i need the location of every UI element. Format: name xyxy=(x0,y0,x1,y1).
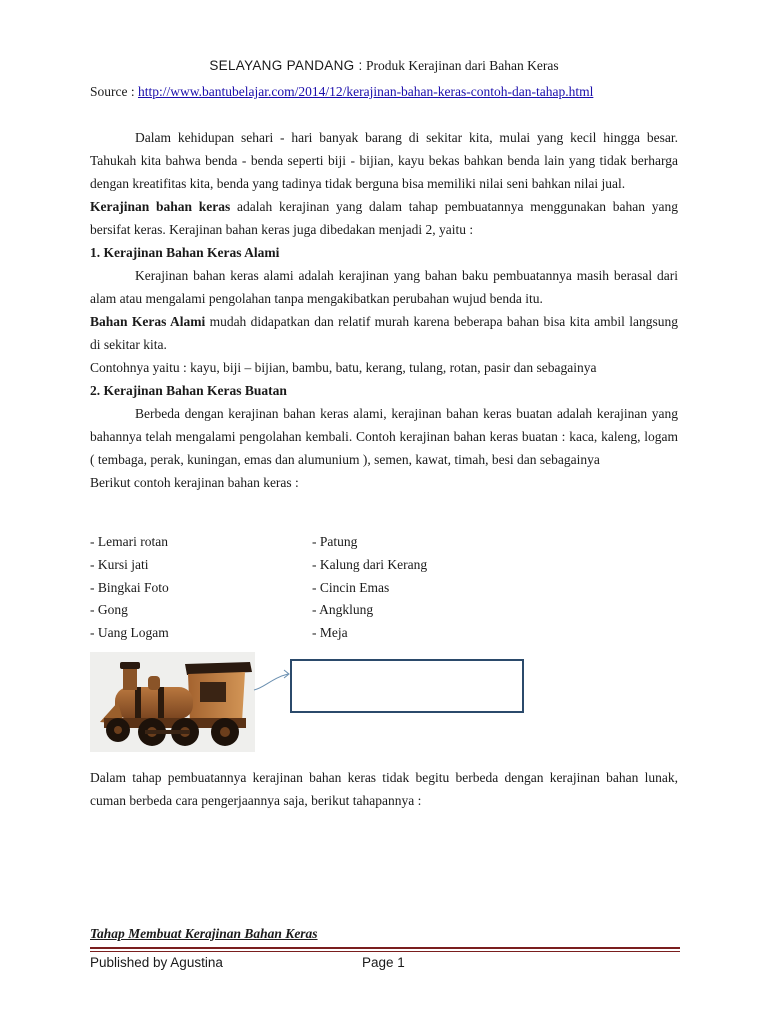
list-item-left: - Uang Logam xyxy=(90,625,169,641)
wooden-toy-train-image xyxy=(90,652,255,752)
source-label: Source : xyxy=(90,84,135,99)
footer-rule-thin xyxy=(90,951,680,952)
footer-published: Published by Agustina xyxy=(90,955,223,970)
title-main: SELAYANG PANDANG : xyxy=(209,58,363,73)
alami-term: Bahan Keras Alami xyxy=(90,314,206,329)
list-item-left: - Kursi jati xyxy=(90,556,149,572)
list-item-right: - Patung xyxy=(312,534,358,549)
callout-box xyxy=(290,659,524,713)
contoh-paragraph: Contohnya yaitu : kayu, biji – bijian, bambu, batu, kerang, tulang, rotan, pasir dan sebagainya xyxy=(90,360,597,375)
after-paragraph: Dalam tahap pembuatannya kerajinan bahan keras tidak begitu berbeda dengan kerajinan bahan lunak, cuman berbeda cara pengerjaannya saja, berikut tahapannya : xyxy=(90,770,678,808)
list-item-left: - Gong xyxy=(90,602,128,618)
definition-term: Kerajinan bahan keras xyxy=(90,199,231,214)
footer-page-number: Page 1 xyxy=(362,955,405,970)
callout-connector xyxy=(252,664,292,692)
source-link[interactable]: http://www.bantubelajar.com/2014/12/kerajinan-bahan-keras-contoh-dan-tahap.html xyxy=(138,84,594,99)
title-sub: Produk Kerajinan dari Bahan Keras xyxy=(365,58,559,73)
intro-paragraph: Dalam kehidupan sehari - hari banyak barang di sekitar kita, mulai yang kecil hingga besar. Tahukah kita bahwa benda - benda seperti biji - bijian, kayu bekas bahkan benda lain yang tidak berharga dengan kreatifitas kita, benda yang tadinya tidak berguna bisa memiliki nilai seni bahkan nilai jual. xyxy=(90,130,678,191)
body-text xyxy=(90,126,678,494)
alami-text: mudah didapatkan dan relatif murah karena beberapa bahan bisa kita ambil langsung di sekitar kita. xyxy=(90,314,679,352)
alami-paragraph: Kerajinan bahan keras alami adalah kerajinan yang bahan baku pembuatannya masih berasal dari alam atau mengalami pengolahan tanpa mengakibatkan perubahan wujud benda itu. xyxy=(90,268,678,306)
definition-paragraph xyxy=(90,195,678,241)
list-item-right: - Kalung dari Kerang xyxy=(312,556,428,572)
buatan-paragraph: Berbeda dengan kerajinan bahan keras alami, kerajinan bahan keras buatan adalah kerajinan yang bahannya telah mengalami pengolahan kembali. Contoh kerajinan bahan keras buatan : kaca, kaleng, logam ( tembaga, perak, kuningan, emas dan alumunium ), semen, kawat, timah, besi dan sebagainya xyxy=(90,406,678,467)
tahap-heading: Tahap Membuat Kerajinan Bahan Keras xyxy=(90,926,318,941)
definition-text: adalah kerajinan yang dalam tahap pembuatannya menggunakan bahan yang bersifat keras. Kerajinan bahan keras juga dibedakan menjadi 2, yaitu : xyxy=(90,199,678,237)
list-intro: Berikut contoh kerajinan bahan keras : xyxy=(90,475,299,490)
heading-buatan: 2. Kerajinan Bahan Keras Buatan xyxy=(90,383,287,398)
list-item-left: - Lemari rotan xyxy=(90,534,168,549)
document-title xyxy=(0,58,768,74)
footer-rule xyxy=(90,947,680,949)
list-item-right: - Cincin Emas xyxy=(312,579,390,595)
list-item-left: - Bingkai Foto xyxy=(90,579,169,595)
source-line xyxy=(90,84,593,100)
heading-alami: 1. Kerajinan Bahan Keras Alami xyxy=(90,245,280,260)
list-item-right: - Angklung xyxy=(312,602,374,618)
list-item-right: - Meja xyxy=(312,625,348,641)
alami-bold-paragraph xyxy=(90,310,678,356)
